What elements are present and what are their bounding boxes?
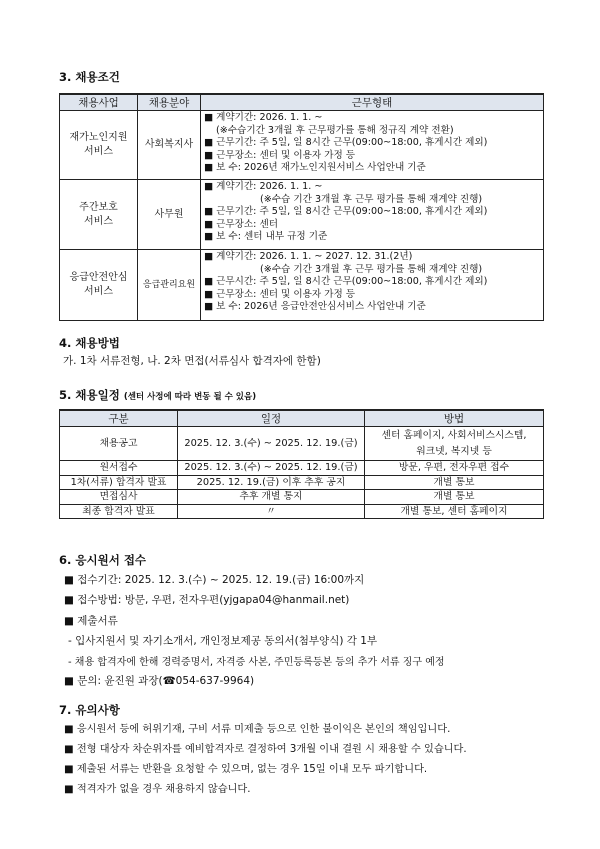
schedule-cell: 2025. 12. 3.(수) ~ 2025. 12. 19.(금) [178, 461, 365, 476]
table-row [60, 180, 544, 250]
schedule-cell: 추후 개별 통지 [178, 490, 365, 505]
table-row [60, 475, 544, 490]
business-cell: 주간보호 서비스 [60, 180, 138, 250]
required-document-item: - 입사지원서 및 자기소개서, 개인정보제공 동의서(첨부양식) 각 1부 [68, 635, 378, 647]
notice-item: ■ 응시원서 등에 허위기재, 구비 서류 미제출 등으로 인한 불이익은 본인의 책임입니다. [64, 724, 451, 735]
table-header-row [60, 94, 544, 111]
method-cell: 개별 통보, 센터 홈페이지 [365, 504, 544, 519]
category-cell: 채용공고 [60, 427, 178, 461]
conditions-cell: ■ 계약기간: 2026. 1. 1. ~ (※수습기간 3개월 후 근무평가를 통해 정규직 계약 전환) ■ 근무기간: 주 5일, 일 8시간 근무(09:00~18:00, 휴게시간 제외) ■ 근무장소: 센터 및 이용자 가정 등 ■ 보 수: 2026년 재가노인지원서비스 사업안내 기준 [201, 111, 544, 180]
table-row [60, 461, 544, 476]
conditions-cell: ■ 계약기간: 2026. 1. 1. ~ 2027. 12. 31.(2년) (※수습 기간 3개월 후 근무 평가를 통해 재계약 진행) ■ 근무시간: 주 5일, 일 8시간 근무(09:00~18:00, 휴게시간 제외) ■ 근무장소: 센터 및 이용자 가정 등 ■ 보 수: 2026년 응급안전안심서비스 사업안내 기준 [201, 250, 544, 321]
schedule-cell: 2025. 12. 3.(수) ~ 2025. 12. 19.(금) [178, 427, 365, 461]
employment-conditions-table [59, 93, 544, 321]
application-period: ■ 접수기간: 2025. 12. 3.(수) ~ 2025. 12. 19.(금) 16:00까지 [64, 574, 365, 586]
method-cell: 개별 통보 [365, 475, 544, 490]
business-cell: 재가노인지원 서비스 [60, 111, 138, 180]
section-7-title: 7. 유의사항 [59, 703, 120, 717]
table-row [60, 427, 544, 461]
header-field: 채용분야 [138, 94, 201, 111]
header-category: 구분 [60, 410, 178, 427]
notice-item: ■ 제출된 서류는 반환을 요청할 수 있으며, 없는 경우 15일 이내 모두 파기합니다. [64, 764, 428, 775]
schedule-cell: 〃 [178, 504, 365, 519]
header-method: 방법 [365, 410, 544, 427]
business-cell: 응급안전안심 서비스 [60, 250, 138, 321]
notice-item: ■ 적격자가 없을 경우 채용하지 않습니다. [64, 784, 251, 795]
category-cell: 면접심사 [60, 490, 178, 505]
schedule-cell: 2025. 12. 19.(금) 이후 추후 공지 [178, 475, 365, 490]
category-cell: 원서접수 [60, 461, 178, 476]
header-work-type: 근무형태 [201, 94, 544, 111]
table-row [60, 490, 544, 505]
required-document-item: - 채용 합격자에 한해 경력증명서, 자격증 사본, 주민등록등본 등의 추가 서류 징구 예정 [68, 657, 445, 668]
selection-method-text: 가. 1차 서류전형, 나. 2차 면접(서류심사 합격자에 한함) [63, 355, 321, 367]
field-cell: 사무원 [138, 180, 201, 250]
method-cell: 센터 홈페이지, 사회서비스시스템, 워크넷, 복지넷 등 [365, 427, 544, 461]
notice-item: ■ 전형 대상자 차순위자를 예비합격자로 결정하여 3개월 이내 결원 시 채용할 수 있습니다. [64, 744, 467, 755]
section-6-title: 6. 응시원서 접수 [59, 553, 147, 567]
field-cell: 사회복지사 [138, 111, 201, 180]
section-5-title: 5. 채용일정 (센터 사정에 따라 변동 될 수 있음) [59, 388, 257, 402]
header-business: 채용사업 [60, 94, 138, 111]
method-cell: 방문, 우편, 전자우편 접수 [365, 461, 544, 476]
section-5-note: (센터 사정에 따라 변동 될 수 있음) [123, 392, 257, 402]
section-3-title: 3. 채용조건 [59, 70, 120, 84]
application-method: ■ 접수방법: 방문, 우편, 전자우편(yjgapa04@hanmail.net) [64, 594, 350, 606]
category-cell: 1차(서류) 합격자 발표 [60, 475, 178, 490]
table-row [60, 111, 544, 180]
section-4-title: 4. 채용방법 [59, 336, 120, 350]
table-row [60, 250, 544, 321]
field-cell: 응급관리요원 [138, 250, 201, 321]
table-row [60, 504, 544, 519]
category-cell: 최종 합격자 발표 [60, 504, 178, 519]
contact-info: ■ 문의: 윤진원 과장(☎054-637-9964) [64, 675, 255, 687]
method-cell: 개별 통보 [365, 490, 544, 505]
header-schedule: 일정 [178, 410, 365, 427]
table-header-row [60, 410, 544, 427]
conditions-cell: ■ 계약기간: 2026. 1. 1. ~ (※수습 기간 3개월 후 근무 평가를 통해 재계약 진행) ■ 근무기간: 주 5일, 일 8시간 근무(09:00~18:00, 휴게시간 제외) ■ 근무장소: 센터 ■ 보 수: 센터 내부 규정 기준 [201, 180, 544, 250]
required-documents-label: ■ 제출서류 [64, 615, 118, 627]
schedule-table [59, 409, 544, 519]
